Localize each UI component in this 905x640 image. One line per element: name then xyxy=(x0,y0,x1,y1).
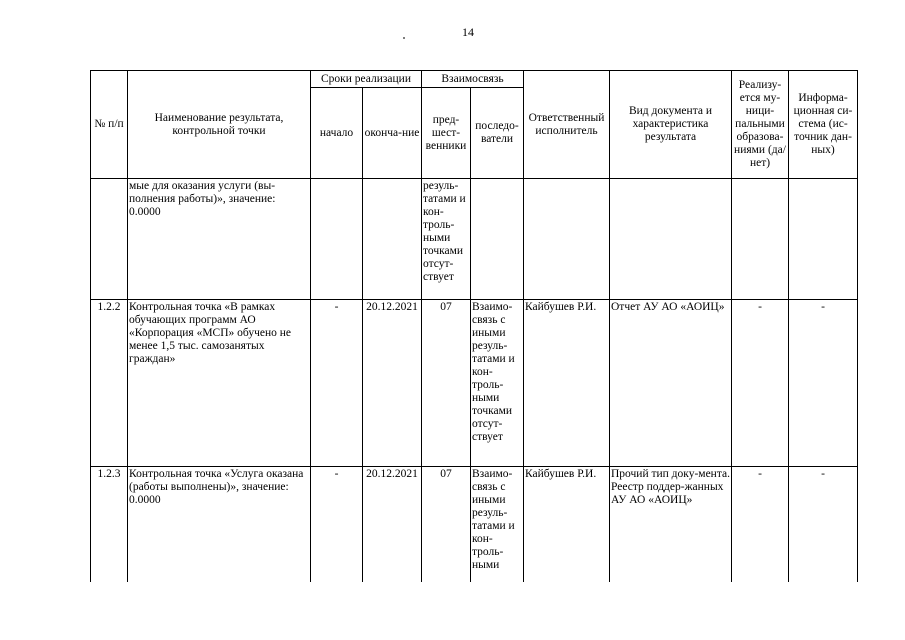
cell-predecessors: резуль-татами и кон-троль-ными точками отсут-ствует xyxy=(422,179,471,300)
header-link: Взаимосвязь xyxy=(422,71,524,88)
cell-name: мые для оказания услуги (вы-полнения работы)», значение: 0.0000 xyxy=(128,179,311,300)
header-terms: Сроки реализации xyxy=(311,71,422,88)
scan-speck xyxy=(403,37,405,39)
cell-start: - xyxy=(311,467,363,583)
header-responsible: Ответственный исполнитель xyxy=(524,71,610,179)
table-row xyxy=(91,467,858,583)
cell-responsible xyxy=(524,179,610,300)
cell-num: 1.2.3 xyxy=(91,467,128,583)
cell-document: Отчет АУ АО «АОИЦ» xyxy=(610,300,732,467)
cell-end xyxy=(363,179,422,300)
header-successors: последо-ватели xyxy=(471,88,524,179)
cell-predecessors: 07 xyxy=(422,300,471,467)
page-number: 14 xyxy=(462,25,474,39)
header-document: Вид документа и характеристика результата xyxy=(610,71,732,179)
cell-end: 20.12.2021 xyxy=(363,300,422,467)
cell-info-system xyxy=(789,179,858,300)
table-row xyxy=(91,179,858,300)
header-start: начало xyxy=(311,88,363,179)
cell-end: 20.12.2021 xyxy=(363,467,422,583)
cell-start xyxy=(311,179,363,300)
cell-name: Контрольная точка «В рамках обучающих программ АО «Корпорация «МСП» обучено не менее 1,5 тыс. самозанятых граждан» xyxy=(128,300,311,467)
cell-name: Контрольная точка «Услуга оказана (работы выполнены)», значение: 0.0000 xyxy=(128,467,311,583)
cell-predecessors: 07 xyxy=(422,467,471,583)
cell-num: 1.2.2 xyxy=(91,300,128,467)
header-predecessors: пред-шест-венники xyxy=(422,88,471,179)
cell-municipal: - xyxy=(732,467,789,583)
header-end: оконча-ние xyxy=(363,88,422,179)
cell-municipal: - xyxy=(732,300,789,467)
cell-document: Прочий тип доку-мента. Реестр поддер-жанных АУ АО «АОИЦ» xyxy=(610,467,732,583)
cell-successors: Взаимо-связь с иными резуль-татами и кон-троль-ными точками отсут-ствует xyxy=(471,300,524,467)
header-name: Наименование результата, контрольной точки xyxy=(128,71,311,179)
header-info-system: Информа-ционная си-стема (ис-точник дан-ных) xyxy=(789,71,858,179)
header-municipal: Реализу-ется му-ници-пальными образова-ниями (да/нет) xyxy=(732,71,789,179)
table-row xyxy=(91,300,858,467)
cell-responsible: Кайбушев Р.И. xyxy=(524,467,610,583)
cell-successors: Взаимо-связь с иными резуль-татами и кон-троль-ными xyxy=(471,467,524,583)
header-num: № п/п xyxy=(91,71,128,179)
cell-info-system: - xyxy=(789,300,858,467)
results-table xyxy=(90,70,858,582)
cell-successors xyxy=(471,179,524,300)
cell-document xyxy=(610,179,732,300)
cell-responsible: Кайбушев Р.И. xyxy=(524,300,610,467)
cell-start: - xyxy=(311,300,363,467)
cell-num xyxy=(91,179,128,300)
cell-municipal xyxy=(732,179,789,300)
cell-info-system: - xyxy=(789,467,858,583)
